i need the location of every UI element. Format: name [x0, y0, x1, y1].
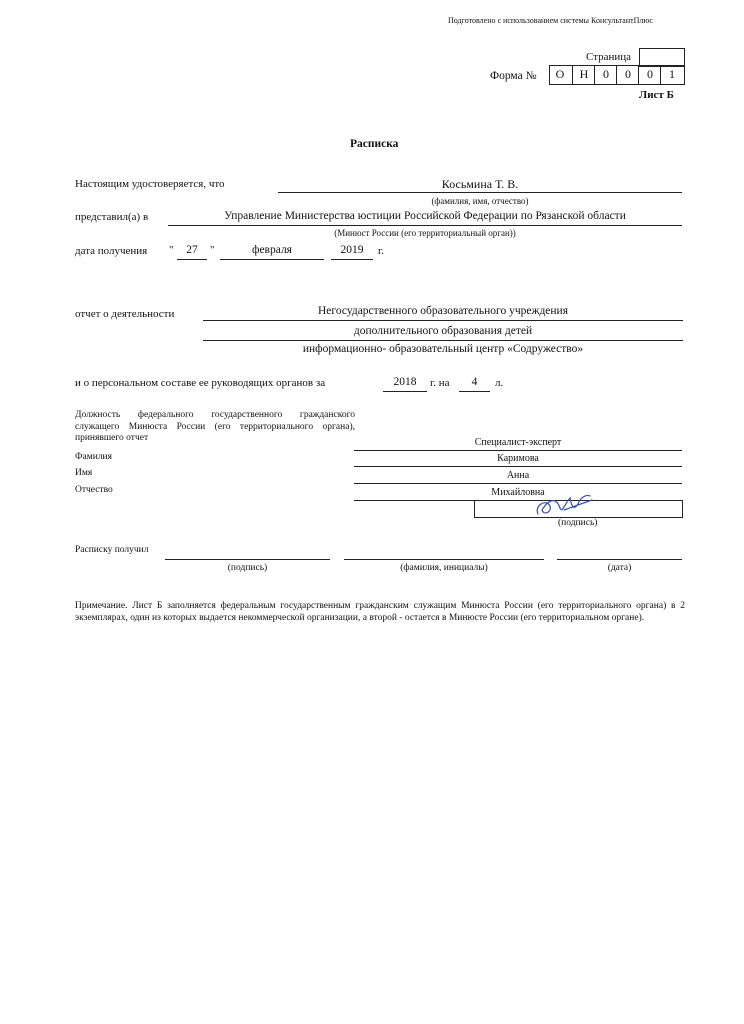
- form-label: Форма №: [490, 70, 537, 82]
- official-name-label: Имя: [75, 468, 93, 478]
- form-code-cell: 0: [616, 66, 639, 84]
- personnel-year-line: [383, 391, 427, 392]
- form-code-cell: 0: [638, 66, 661, 84]
- official-name: Анна: [506, 470, 530, 481]
- personnel-suffix: л.: [495, 377, 504, 389]
- certify-label: Настоящим удостоверяется, что: [75, 178, 225, 190]
- personnel-mid: г. на: [430, 377, 450, 389]
- date-label: дата получения: [75, 245, 148, 257]
- prepared-note: Подготовлено с использованием системы КонсультантПлюс: [448, 16, 653, 25]
- submitted-label: представил(а) в: [75, 211, 149, 223]
- receipt-signature-line: [165, 559, 330, 560]
- report-line-3: информационно- образовательный центр «Содружество»: [302, 343, 584, 355]
- receipt-caption-signature: (подпись): [227, 563, 268, 573]
- receipt-date-line: [557, 559, 682, 560]
- submitted-value: Управление Министерства юстиции Российской Федерации по Рязанской области: [224, 210, 626, 222]
- footnote: Примечание. Лист Б заполняется федеральным государственным гражданским служащим Минюста России (его территориального органа) в 2 экземплярах, один из которых выдается некоммерческой организации, а второй - остается в Минюсте России (его территориальном органе).: [75, 601, 685, 623]
- date-year: 2019: [340, 244, 364, 256]
- form-code-cell: Н: [572, 66, 595, 84]
- date-quote-close: ": [210, 244, 215, 256]
- certify-value: Косьмина Т. В.: [441, 177, 519, 191]
- report-line-1: Негосударственного образовательного учреждения: [318, 305, 568, 317]
- date-year-line: [331, 259, 373, 260]
- date-month: февраля: [252, 244, 292, 256]
- receipt-caption-date: (дата): [607, 563, 632, 573]
- official-patronymic: Михайловна: [491, 487, 545, 498]
- official-surname-label: Фамилия: [75, 452, 113, 462]
- personnel-label: и о персональном составе ее руководящих органов за: [75, 377, 326, 389]
- form-code-cell: О: [555, 67, 565, 81]
- receipt-caption-name: (фамилия, инициалы): [400, 563, 488, 573]
- receipt-label: Расписку получил: [75, 545, 149, 555]
- handwritten-signature: [530, 488, 600, 522]
- report-label: отчет о деятельности: [75, 308, 175, 320]
- page-label: Страница: [586, 51, 632, 63]
- personnel-count: 4: [471, 376, 478, 388]
- form-code-cell: 1: [660, 66, 683, 84]
- receipt-name-line: [344, 559, 544, 560]
- official-patronymic-label: Отчество: [75, 485, 113, 495]
- date-day: 27: [186, 244, 198, 256]
- submitted-line: [168, 225, 682, 226]
- sheet-label: Лист Б: [639, 89, 674, 101]
- date-day-line: [177, 259, 207, 260]
- document-title: Расписка: [350, 138, 399, 150]
- personnel-count-line: [459, 391, 490, 392]
- certify-caption: (фамилия, имя, отчество): [431, 196, 529, 206]
- date-month-line: [220, 259, 324, 260]
- submitted-caption: (Минюст России (его территориальный орган)): [334, 228, 516, 238]
- date-suffix: г.: [378, 245, 385, 257]
- form-code-cell: 0: [594, 66, 617, 84]
- official-position-line: [354, 450, 682, 451]
- report-underline-2: [203, 340, 683, 341]
- certify-line: [278, 192, 682, 193]
- official-surname: Каримова: [497, 453, 539, 464]
- date-quote-open: ": [169, 244, 174, 256]
- signature-caption: (подпись): [558, 518, 598, 528]
- personnel-year: 2018: [393, 376, 417, 388]
- official-description: Должность федерального государственного гражданского служащего Минюста России (его территориального органа), принявшего отчет: [75, 410, 355, 443]
- report-underline-1: [203, 320, 683, 321]
- form-code-box: [549, 65, 685, 85]
- report-line-2: дополнительного образования детей: [353, 325, 533, 337]
- official-name-line: [354, 483, 682, 484]
- official-position: Специалист-эксперт: [474, 437, 562, 448]
- official-surname-line: [354, 466, 682, 467]
